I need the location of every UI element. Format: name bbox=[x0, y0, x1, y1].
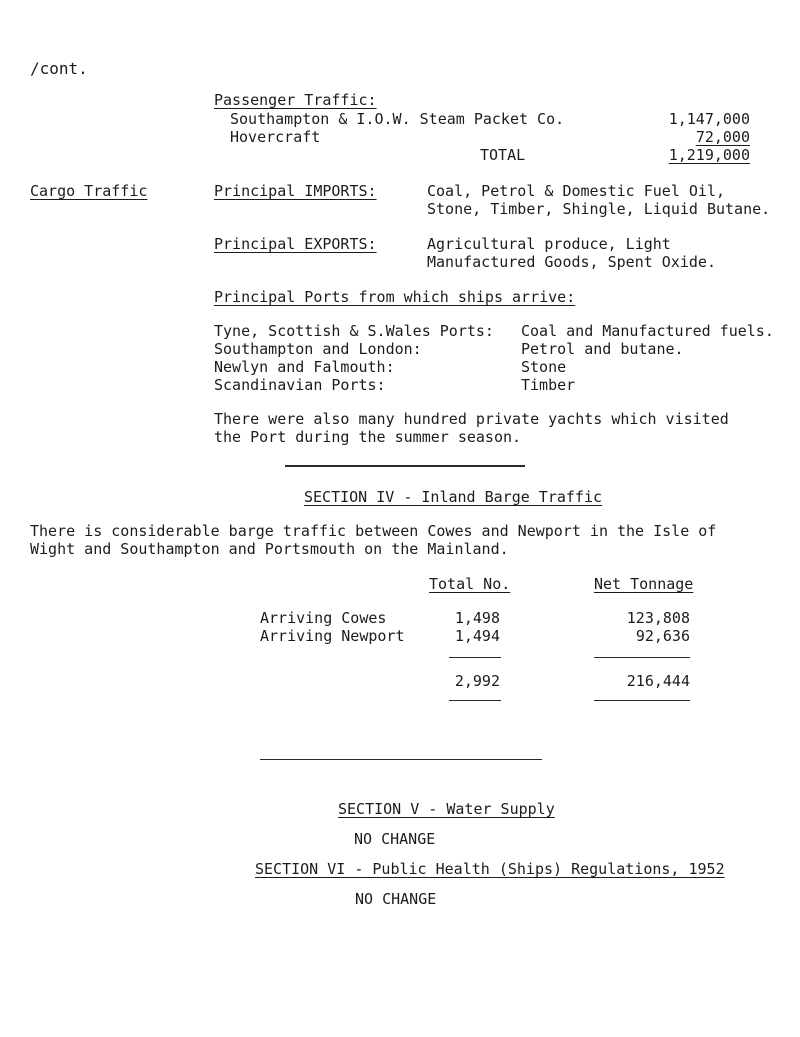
exports-text: Agricultural produce, Light bbox=[427, 235, 671, 253]
barge-sum-tonnage: 216,444 bbox=[626, 672, 690, 690]
port-name: Newlyn and Falmouth: bbox=[214, 358, 395, 376]
port-goods: Timber bbox=[521, 376, 576, 394]
section-iv-intro: Wight and Southampton and Portsmouth on the Mainland. bbox=[30, 540, 509, 558]
section-vi-status: NO CHANGE bbox=[355, 890, 437, 908]
section-v-title: SECTION V - Water Supply bbox=[338, 800, 555, 818]
sum-rule bbox=[449, 657, 501, 658]
cargo-traffic-side-label: Cargo Traffic bbox=[30, 182, 148, 200]
port-name: Southampton and London: bbox=[214, 340, 422, 358]
yachts-note: There were also many hundred private yachts which visited bbox=[214, 410, 729, 428]
barge-row-label: Arriving Newport bbox=[260, 627, 405, 645]
port-name: Tyne, Scottish & S.Wales Ports: bbox=[214, 322, 494, 340]
ports-title: Principal Ports from which ships arrive: bbox=[214, 288, 576, 306]
col-header-tonnage: Net Tonnage bbox=[594, 575, 694, 593]
barge-row-label: Arriving Cowes bbox=[260, 609, 387, 627]
passenger-row-label: Southampton & I.O.W. Steam Packet Co. bbox=[230, 110, 565, 128]
imports-text: Coal, Petrol & Domestic Fuel Oil, bbox=[427, 182, 726, 200]
passenger-row-value: 72,000 bbox=[695, 128, 750, 146]
passenger-total-label: TOTAL bbox=[480, 146, 526, 164]
port-name: Scandinavian Ports: bbox=[214, 376, 386, 394]
section-vi-title: SECTION VI - Public Health (Ships) Regulations, 1952 bbox=[255, 860, 725, 878]
port-goods: Petrol and butane. bbox=[521, 340, 684, 358]
port-goods: Coal and Manufactured fuels. bbox=[521, 322, 774, 340]
barge-sum-total: 2,992 bbox=[454, 672, 500, 690]
barge-row-total: 1,494 bbox=[454, 627, 500, 645]
imports-label: Principal IMPORTS: bbox=[214, 182, 377, 200]
barge-row-tonnage: 123,808 bbox=[626, 609, 690, 627]
sum-rule bbox=[594, 700, 690, 701]
exports-label: Principal EXPORTS: bbox=[214, 235, 377, 253]
section-divider bbox=[260, 759, 542, 760]
passenger-row-value: 1,147,000 bbox=[668, 110, 750, 128]
sum-rule bbox=[594, 657, 690, 658]
section-iv-intro: There is considerable barge traffic between Cowes and Newport in the Isle of bbox=[30, 522, 717, 540]
exports-text: Manufactured Goods, Spent Oxide. bbox=[427, 253, 716, 271]
continuation-marker: /cont. bbox=[30, 59, 88, 78]
passenger-total-value: 1,219,000 bbox=[668, 146, 750, 164]
col-header-total: Total No. bbox=[429, 575, 511, 593]
port-goods: Stone bbox=[521, 358, 567, 376]
passenger-traffic-title: Passenger Traffic: bbox=[214, 91, 377, 109]
barge-row-total: 1,498 bbox=[454, 609, 500, 627]
imports-text: Stone, Timber, Shingle, Liquid Butane. bbox=[427, 200, 771, 218]
sum-rule bbox=[449, 700, 501, 701]
section-divider bbox=[285, 465, 525, 467]
yachts-note: the Port during the summer season. bbox=[214, 428, 522, 446]
section-iv-title: SECTION IV - Inland Barge Traffic bbox=[304, 488, 603, 506]
passenger-row-label: Hovercraft bbox=[230, 128, 321, 146]
section-v-status: NO CHANGE bbox=[354, 830, 436, 848]
barge-row-tonnage: 92,636 bbox=[635, 627, 690, 645]
